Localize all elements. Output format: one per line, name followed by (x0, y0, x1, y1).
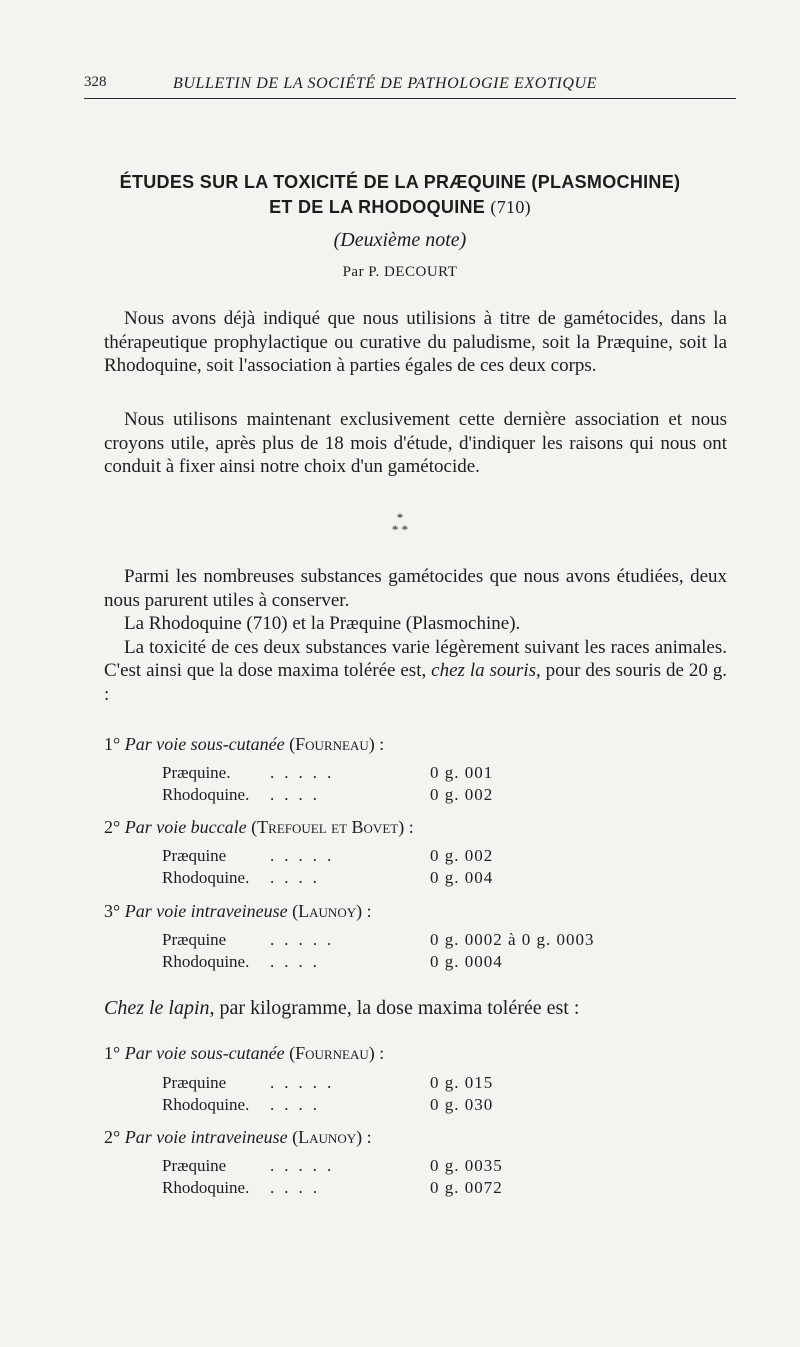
table-row (162, 1178, 503, 1198)
row-substance: Præquine (162, 846, 227, 865)
article-title-line2 (70, 197, 730, 218)
row-dots: .... (270, 1095, 327, 1114)
article-title-line1: ÉTUDES SUR LA TOXICITÉ DE LA PRÆQUINE (PLASMOCHINE) (119, 172, 681, 192)
article-title-number: (710) (490, 197, 531, 217)
row-substance: Præquine (162, 1156, 227, 1175)
row-substance: Rhodoquine. (162, 1178, 250, 1197)
row-substance: Rhodoquine. (162, 1095, 250, 1114)
lapin-intro-rest: , par kilogramme, la dose maxima tolérée est : (209, 997, 580, 1019)
section-route: Par voie intraveineuse (124, 901, 288, 921)
section-source: Launoy (298, 1127, 357, 1147)
section-source: Fourneau (295, 734, 369, 754)
row-dots: .... (270, 785, 327, 804)
row-dose: 0 g. 015 (430, 1073, 494, 1092)
row-dose: 0 g. 001 (430, 763, 494, 782)
row-dots: ..... (270, 763, 342, 782)
paragraph-3-line1: Parmi les nombreuses substances gamétocides que nous avons étudiées, deux nous parurent utiles à conserver. (104, 566, 727, 611)
table-row (162, 930, 595, 950)
article-title-line2-text: ET DE LA RHODOQUINE (269, 197, 486, 217)
table-row (162, 1156, 503, 1176)
table-row (162, 846, 494, 866)
journal-title: BULLETIN DE LA SOCIÉTÉ DE PATHOLOGIE EXOTIQUE (173, 75, 598, 92)
separator-stars-bottom: * * (391, 522, 409, 537)
section-source: Trefouel et Bovet (257, 817, 399, 837)
souris-section-3-heading: 3° Par voie intraveineuse (Launoy) : (104, 901, 372, 921)
row-dose: 0 g. 004 (430, 868, 494, 887)
section-source: Launoy (298, 901, 357, 921)
row-substance: Rhodoquine. (162, 785, 250, 804)
lapin-intro-italic: Chez le lapin (104, 997, 210, 1019)
page-number: 328 (84, 74, 107, 90)
section-source: Fourneau (295, 1043, 369, 1063)
row-dose: 0 g. 0035 (430, 1156, 503, 1175)
souris-section-1-heading: 1° Par voie sous-cutanée (Fourneau) : (104, 734, 385, 754)
row-substance: Præquine (162, 930, 227, 949)
paragraph-3-line3b: , pour des souris de 20 g. : (104, 660, 727, 705)
row-dose: 0 g. 030 (430, 1095, 494, 1114)
paragraph-1-text: Nous avons déjà indiqué que nous utilisions à titre de gamétocides, dans la thérapeutique prophylactique ou curative du paludisme, soit la Præquine, soit la Rhodoquine, soit l'association à parties égales de ces deux corps. (104, 308, 727, 376)
row-dots: ..... (270, 846, 342, 865)
table-row (162, 868, 494, 888)
lapin-intro (104, 997, 727, 1020)
row-dose: 0 g. 002 (430, 846, 494, 865)
row-dots: .... (270, 952, 327, 971)
souris-section-2-heading: 2° Par voie buccale (Trefouel et Bovet) : (104, 817, 414, 837)
paragraph-3-line2: La Rhodoquine (710) et la Præquine (Plasmochine). (124, 613, 521, 634)
running-header (84, 74, 736, 99)
paragraph-2 (104, 408, 727, 479)
section-route: Par voie sous-cutanée (124, 1043, 285, 1063)
paragraph-3 (104, 565, 727, 706)
row-dose: 0 g. 0002 à 0 g. 0003 (430, 930, 595, 949)
table-row (162, 763, 494, 783)
paragraph-3-souris: chez la souris (431, 660, 536, 681)
article-author: Par P. DECOURT (342, 264, 458, 280)
section-route: Par voie sous-cutanée (124, 734, 285, 754)
section-route: Par voie buccale (124, 817, 247, 837)
paragraph-2-text: Nous utilisons maintenant exclusivement cette dernière association et nous croyons utile, après plus de 18 mois d'étude, d'indiquer les raisons qui nous ont conduit à fixer ainsi notre choix d'un gamétocide. (104, 409, 727, 477)
row-substance: Præquine (162, 1073, 227, 1092)
section-number: 3° (104, 901, 121, 921)
section-separator (380, 512, 420, 536)
row-dose: 0 g. 002 (430, 785, 494, 804)
separator-star-top: * (396, 510, 404, 525)
row-substance: Rhodoquine. (162, 868, 250, 887)
table-row (162, 1095, 494, 1115)
row-dots: .... (270, 1178, 327, 1197)
lapin-section-2-heading: 2° Par voie intraveineuse (Launoy) : (104, 1127, 372, 1147)
paragraph-3-line3a: La toxicité de ces deux substances varie légèrement suivant les races animales. C'est ainsi que la dose maxima tolérée est, (104, 636, 727, 681)
row-dots: .... (270, 868, 327, 887)
section-number: 1° (104, 734, 121, 754)
article-subtitle: (Deuxième note) (333, 229, 467, 251)
row-dots: ..... (270, 1156, 342, 1175)
table-row (162, 1073, 494, 1093)
paragraph-1 (104, 307, 727, 378)
section-number: 1° (104, 1043, 121, 1063)
section-route: Par voie intraveineuse (124, 1127, 288, 1147)
row-dots: ..... (270, 1073, 342, 1092)
table-row (162, 785, 494, 805)
section-number: 2° (104, 1127, 121, 1147)
row-substance: Rhodoquine. (162, 952, 250, 971)
section-number: 2° (104, 817, 121, 837)
row-dose: 0 g. 0004 (430, 952, 503, 971)
row-dots: ..... (270, 930, 342, 949)
lapin-section-1-heading: 1° Par voie sous-cutanée (Fourneau) : (104, 1043, 385, 1063)
table-row (162, 952, 503, 972)
row-substance: Præquine. (162, 763, 231, 782)
row-dose: 0 g. 0072 (430, 1178, 503, 1197)
